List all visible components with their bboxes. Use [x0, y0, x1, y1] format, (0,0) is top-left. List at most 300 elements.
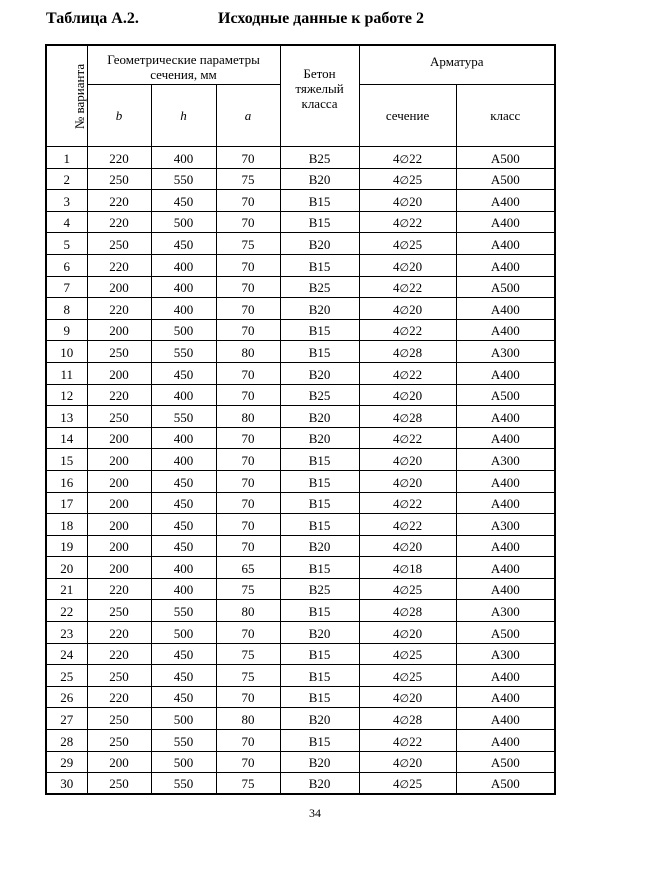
h-cell: 450: [151, 665, 216, 687]
diameter-icon: ∅: [399, 563, 410, 576]
h-cell: 400: [151, 254, 216, 276]
class-cell: A500: [456, 622, 555, 644]
concrete-cell: B20: [280, 168, 359, 190]
concrete-cell: B15: [280, 665, 359, 687]
section-cell: [359, 362, 456, 384]
h-cell: 400: [151, 298, 216, 320]
h-cell: 400: [151, 276, 216, 298]
bar-diameter: 20: [409, 690, 423, 706]
class-cell: A400: [456, 557, 555, 579]
diameter-icon: ∅: [399, 779, 410, 792]
class-cell: A500: [456, 384, 555, 406]
concrete-cell: B15: [280, 190, 359, 212]
diameter-icon: ∅: [399, 347, 410, 360]
diameter-icon: ∅: [399, 520, 410, 533]
variant-cell: 23: [46, 622, 87, 644]
a-cell: 70: [216, 384, 280, 406]
a-cell: 70: [216, 730, 280, 752]
concrete-cell: B15: [280, 319, 359, 341]
concrete-cell: B15: [280, 341, 359, 363]
concrete-header: Бетон тяжелый класса: [280, 45, 359, 147]
diameter-icon: ∅: [399, 326, 410, 339]
section-cell: [359, 557, 456, 579]
bar-count: 4: [392, 733, 400, 749]
section-cell: [359, 730, 456, 752]
b-cell: 200: [87, 319, 151, 341]
bar-diameter: 28: [409, 712, 423, 728]
h-cell: 450: [151, 233, 216, 255]
variant-cell: 12: [46, 384, 87, 406]
a-cell: 70: [216, 147, 280, 169]
class-cell: A400: [456, 665, 555, 687]
variant-cell: 22: [46, 600, 87, 622]
a-cell: 70: [216, 190, 280, 212]
diameter-icon: ∅: [399, 369, 410, 382]
concrete-cell: B20: [280, 751, 359, 773]
b-cell: 200: [87, 449, 151, 471]
bar-diameter: 22: [409, 280, 423, 296]
h-cell: 500: [151, 319, 216, 341]
table-row: [46, 470, 555, 492]
section-cell: [359, 384, 456, 406]
h-cell: 400: [151, 427, 216, 449]
h-cell: 450: [151, 535, 216, 557]
b-cell: 200: [87, 557, 151, 579]
variant-cell: 7: [46, 276, 87, 298]
b-cell: 220: [87, 190, 151, 212]
class-cell: A300: [456, 341, 555, 363]
h-cell: 550: [151, 730, 216, 752]
section-cell: [359, 406, 456, 428]
section-cell: [359, 470, 456, 492]
concrete-cell: B15: [280, 514, 359, 536]
a-cell: 70: [216, 362, 280, 384]
bar-diameter: 18: [409, 560, 423, 576]
bar-diameter: 22: [409, 496, 423, 512]
section-cell: [359, 773, 456, 795]
concrete-cell: B20: [280, 406, 359, 428]
h-cell: 400: [151, 578, 216, 600]
table-row: [46, 492, 555, 514]
source-data-table: [45, 44, 556, 795]
section-cell: [359, 449, 456, 471]
bar-diameter: 22: [409, 215, 423, 231]
diameter-icon: ∅: [399, 477, 410, 490]
bar-count: 4: [392, 690, 400, 706]
variant-header-label: № варианта: [72, 63, 88, 129]
table-row: [46, 254, 555, 276]
table-header: [46, 45, 555, 147]
class-cell: A400: [456, 233, 555, 255]
h-cell: 450: [151, 686, 216, 708]
a-cell: 75: [216, 168, 280, 190]
a-cell: 80: [216, 708, 280, 730]
h-cell: 500: [151, 751, 216, 773]
b-cell: 250: [87, 406, 151, 428]
variant-cell: 14: [46, 427, 87, 449]
table-row: [46, 319, 555, 341]
b-cell: 250: [87, 730, 151, 752]
bar-diameter: 25: [409, 582, 423, 598]
h-cell: 500: [151, 622, 216, 644]
class-cell: A400: [456, 406, 555, 428]
diameter-icon: ∅: [399, 585, 410, 598]
a-cell: 70: [216, 492, 280, 514]
section-cell: [359, 600, 456, 622]
variant-cell: 5: [46, 233, 87, 255]
table-row: [46, 427, 555, 449]
a-cell: 70: [216, 449, 280, 471]
diameter-icon: ∅: [399, 693, 410, 706]
section-cell: [359, 147, 456, 169]
reinforcement-header: Арматура: [359, 45, 555, 85]
variant-cell: 3: [46, 190, 87, 212]
b-cell: 220: [87, 254, 151, 276]
bar-count: 4: [392, 409, 400, 425]
concrete-cell: B15: [280, 730, 359, 752]
diameter-icon: ∅: [399, 391, 410, 404]
a-header: a: [216, 85, 280, 147]
a-cell: 70: [216, 298, 280, 320]
section-cell: [359, 514, 456, 536]
section-cell: [359, 622, 456, 644]
diameter-icon: ∅: [399, 736, 410, 749]
h-cell: 550: [151, 406, 216, 428]
diameter-icon: ∅: [399, 283, 410, 296]
class-cell: A400: [456, 190, 555, 212]
h-header: h: [151, 85, 216, 147]
table-row: [46, 406, 555, 428]
table-row: [46, 168, 555, 190]
b-cell: 200: [87, 470, 151, 492]
concrete-cell: B20: [280, 427, 359, 449]
concrete-cell: B15: [280, 600, 359, 622]
diameter-icon: ∅: [399, 628, 410, 641]
variant-cell: 29: [46, 751, 87, 773]
bar-diameter: 25: [409, 647, 423, 663]
table-row: [46, 730, 555, 752]
variant-cell: 24: [46, 643, 87, 665]
section-cell: [359, 665, 456, 687]
bar-diameter: 20: [409, 539, 423, 555]
b-header: b: [87, 85, 151, 147]
page-number: 34: [309, 806, 321, 820]
section-cell: [359, 686, 456, 708]
b-cell: 200: [87, 427, 151, 449]
bar-count: 4: [392, 474, 400, 490]
variant-cell: 17: [46, 492, 87, 514]
table-row: [46, 514, 555, 536]
bar-count: 4: [392, 193, 400, 209]
variant-cell: 30: [46, 773, 87, 795]
concrete-cell: B25: [280, 147, 359, 169]
diameter-icon: ∅: [399, 196, 410, 209]
variant-cell: 8: [46, 298, 87, 320]
concrete-cell: B15: [280, 492, 359, 514]
class-header: класс: [456, 85, 555, 147]
diameter-icon: ∅: [399, 153, 410, 166]
a-cell: 80: [216, 406, 280, 428]
table-row: [46, 686, 555, 708]
bar-diameter: 20: [409, 258, 423, 274]
concrete-cell: B25: [280, 276, 359, 298]
diameter-icon: ∅: [399, 239, 410, 252]
bar-count: 4: [392, 301, 400, 317]
h-cell: 450: [151, 190, 216, 212]
b-cell: 200: [87, 362, 151, 384]
variant-cell: 28: [46, 730, 87, 752]
a-cell: 65: [216, 557, 280, 579]
table-row: [46, 535, 555, 557]
h-cell: 400: [151, 449, 216, 471]
bar-count: 4: [392, 236, 400, 252]
section-cell: [359, 211, 456, 233]
concrete-cell: B15: [280, 686, 359, 708]
h-cell: 550: [151, 341, 216, 363]
h-cell: 400: [151, 147, 216, 169]
table-row: [46, 211, 555, 233]
concrete-cell: B20: [280, 362, 359, 384]
h-cell: 450: [151, 492, 216, 514]
table-row: [46, 622, 555, 644]
section-cell: [359, 254, 456, 276]
b-cell: 250: [87, 600, 151, 622]
a-cell: 80: [216, 341, 280, 363]
table-number: Таблица А.2.: [46, 10, 139, 27]
table-caption: [46, 10, 606, 32]
b-cell: 200: [87, 492, 151, 514]
bar-count: 4: [392, 258, 400, 274]
h-cell: 500: [151, 211, 216, 233]
section-cell: [359, 708, 456, 730]
class-cell: A500: [456, 168, 555, 190]
bar-diameter: 20: [409, 388, 423, 404]
bar-count: 4: [392, 582, 400, 598]
table-row: [46, 557, 555, 579]
bar-count: 4: [392, 776, 400, 792]
bar-count: 4: [392, 560, 400, 576]
bar-count: 4: [392, 150, 400, 166]
b-cell: 220: [87, 643, 151, 665]
bar-count: 4: [392, 755, 400, 771]
h-cell: 450: [151, 470, 216, 492]
section-cell: [359, 427, 456, 449]
class-cell: A400: [456, 427, 555, 449]
geometry-header: Геометрические параметры сечения, мм: [87, 45, 280, 85]
bar-count: 4: [392, 647, 400, 663]
class-cell: A400: [456, 298, 555, 320]
concrete-cell: B15: [280, 470, 359, 492]
table-row: [46, 665, 555, 687]
diameter-icon: ∅: [399, 758, 410, 771]
class-cell: A300: [456, 449, 555, 471]
bar-count: 4: [392, 712, 400, 728]
bar-count: 4: [392, 517, 400, 533]
diameter-icon: ∅: [399, 715, 410, 728]
diameter-icon: ∅: [399, 218, 410, 231]
a-cell: 70: [216, 622, 280, 644]
variant-cell: 19: [46, 535, 87, 557]
h-cell: 400: [151, 384, 216, 406]
bar-diameter: 25: [409, 668, 423, 684]
bar-count: 4: [392, 366, 400, 382]
variant-cell: 11: [46, 362, 87, 384]
concrete-cell: B15: [280, 449, 359, 471]
bar-count: 4: [392, 344, 400, 360]
b-cell: 250: [87, 665, 151, 687]
table-row: [46, 708, 555, 730]
bar-diameter: 20: [409, 625, 423, 641]
bar-diameter: 28: [409, 344, 423, 360]
b-cell: 200: [87, 276, 151, 298]
diameter-icon: ∅: [399, 542, 410, 555]
variant-cell: 18: [46, 514, 87, 536]
variant-cell: 25: [46, 665, 87, 687]
h-cell: 450: [151, 643, 216, 665]
b-cell: 250: [87, 233, 151, 255]
a-cell: 70: [216, 514, 280, 536]
table-row: [46, 600, 555, 622]
variant-cell: 6: [46, 254, 87, 276]
bar-count: 4: [392, 215, 400, 231]
variant-cell: 2: [46, 168, 87, 190]
a-cell: 70: [216, 686, 280, 708]
b-cell: 200: [87, 751, 151, 773]
b-cell: 220: [87, 686, 151, 708]
section-cell: [359, 643, 456, 665]
bar-diameter: 20: [409, 755, 423, 771]
table-row: [46, 362, 555, 384]
table-row: [46, 147, 555, 169]
table-row: [46, 384, 555, 406]
table-row: [46, 643, 555, 665]
table-row: [46, 190, 555, 212]
section-cell: [359, 492, 456, 514]
variant-cell: 4: [46, 211, 87, 233]
class-cell: A400: [456, 319, 555, 341]
a-cell: 70: [216, 535, 280, 557]
diameter-icon: ∅: [399, 304, 410, 317]
a-cell: 70: [216, 254, 280, 276]
bar-count: 4: [392, 496, 400, 512]
variant-cell: 10: [46, 341, 87, 363]
a-cell: 80: [216, 600, 280, 622]
bar-count: 4: [392, 280, 400, 296]
a-cell: 70: [216, 211, 280, 233]
section-cell: [359, 578, 456, 600]
class-cell: A400: [456, 492, 555, 514]
bar-diameter: 20: [409, 193, 423, 209]
h-cell: 550: [151, 600, 216, 622]
a-cell: 70: [216, 470, 280, 492]
section-cell: [359, 341, 456, 363]
concrete-cell: B20: [280, 233, 359, 255]
section-cell: [359, 190, 456, 212]
class-cell: A400: [456, 730, 555, 752]
section-cell: [359, 276, 456, 298]
bar-diameter: 22: [409, 431, 423, 447]
concrete-cell: B15: [280, 254, 359, 276]
bar-count: 4: [392, 388, 400, 404]
diameter-icon: ∅: [399, 607, 410, 620]
bar-diameter: 28: [409, 409, 423, 425]
variant-cell: 13: [46, 406, 87, 428]
bar-count: 4: [392, 604, 400, 620]
concrete-cell: B15: [280, 557, 359, 579]
variant-cell: 26: [46, 686, 87, 708]
concrete-cell: B20: [280, 298, 359, 320]
bar-diameter: 22: [409, 150, 423, 166]
section-header: сечение: [359, 85, 456, 147]
h-cell: 400: [151, 557, 216, 579]
h-cell: 550: [151, 168, 216, 190]
bar-diameter: 20: [409, 474, 423, 490]
concrete-cell: B25: [280, 384, 359, 406]
concrete-cell: B15: [280, 211, 359, 233]
bar-count: 4: [392, 625, 400, 641]
table-row: [46, 276, 555, 298]
class-cell: A400: [456, 535, 555, 557]
table-title: Исходные данные к работе 2: [218, 10, 424, 27]
table-row: [46, 233, 555, 255]
diameter-icon: ∅: [399, 175, 410, 188]
b-cell: 200: [87, 535, 151, 557]
class-cell: A300: [456, 600, 555, 622]
section-cell: [359, 319, 456, 341]
class-cell: A400: [456, 470, 555, 492]
class-cell: A400: [456, 362, 555, 384]
a-cell: 75: [216, 233, 280, 255]
variant-cell: 15: [46, 449, 87, 471]
section-cell: [359, 535, 456, 557]
table-row: [46, 298, 555, 320]
table-row: [46, 751, 555, 773]
table-body: [46, 147, 555, 795]
class-cell: A500: [456, 751, 555, 773]
bar-count: 4: [392, 668, 400, 684]
a-cell: 70: [216, 751, 280, 773]
b-cell: 200: [87, 514, 151, 536]
bar-diameter: 25: [409, 776, 423, 792]
table-row: [46, 449, 555, 471]
class-cell: A400: [456, 686, 555, 708]
table-row: [46, 773, 555, 795]
bar-count: 4: [392, 539, 400, 555]
b-cell: 220: [87, 622, 151, 644]
bar-diameter: 22: [409, 733, 423, 749]
class-cell: A500: [456, 276, 555, 298]
variant-cell: 20: [46, 557, 87, 579]
class-cell: A500: [456, 147, 555, 169]
bar-diameter: 25: [409, 172, 423, 188]
diameter-icon: ∅: [399, 455, 410, 468]
b-cell: 220: [87, 298, 151, 320]
diameter-icon: ∅: [399, 261, 410, 274]
b-cell: 220: [87, 578, 151, 600]
bar-diameter: 25: [409, 236, 423, 252]
concrete-cell: B15: [280, 643, 359, 665]
b-cell: 250: [87, 708, 151, 730]
h-cell: 500: [151, 708, 216, 730]
a-cell: 75: [216, 643, 280, 665]
diameter-icon: ∅: [399, 499, 410, 512]
a-cell: 75: [216, 665, 280, 687]
bar-diameter: 22: [409, 366, 423, 382]
b-cell: 220: [87, 211, 151, 233]
class-cell: A300: [456, 514, 555, 536]
concrete-cell: B25: [280, 578, 359, 600]
a-cell: 75: [216, 578, 280, 600]
